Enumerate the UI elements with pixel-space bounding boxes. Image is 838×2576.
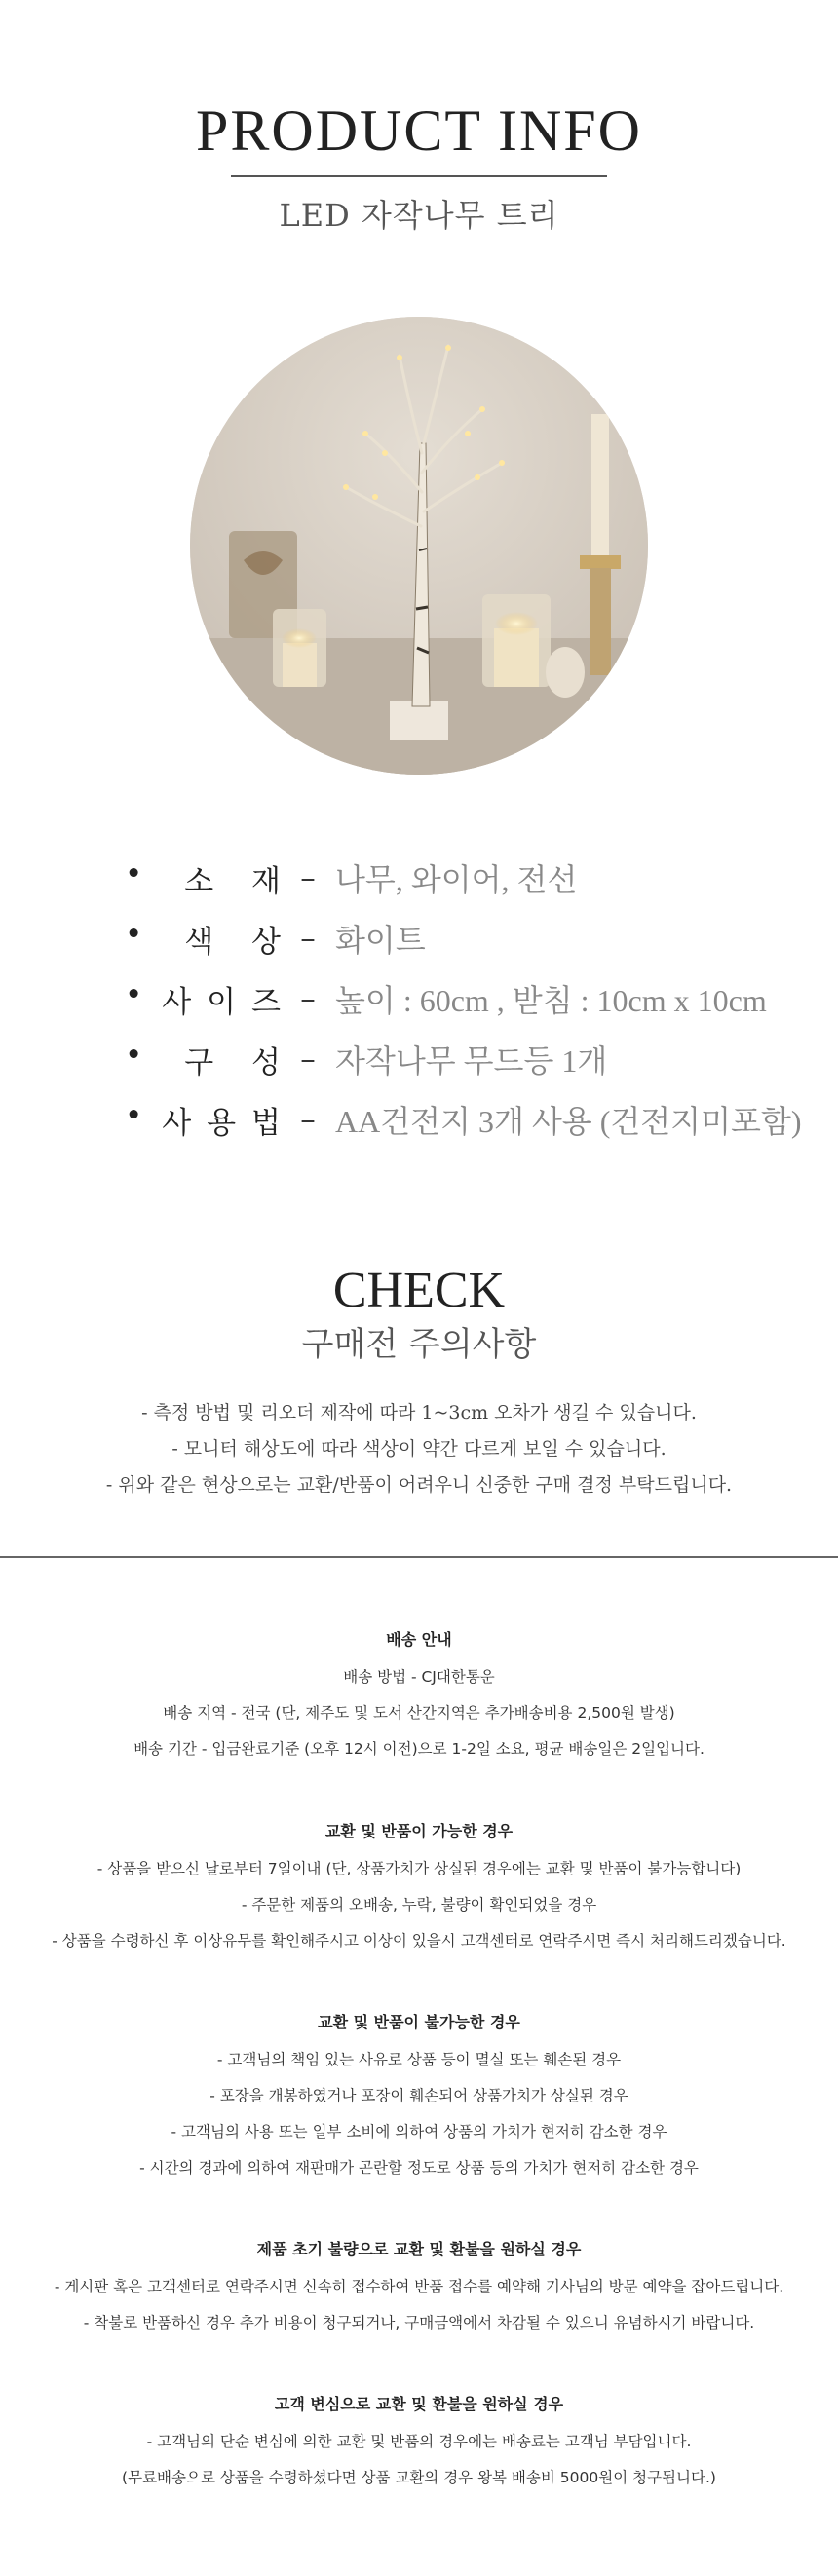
spec-label-char: 색 xyxy=(184,924,214,960)
spec-label-char: 이 xyxy=(207,984,237,1020)
spec-label xyxy=(125,917,281,961)
spec-label xyxy=(125,977,281,1021)
bullet-dot: • xyxy=(125,916,143,952)
spec-row xyxy=(125,968,807,1029)
spec-label-char: 소 xyxy=(184,863,214,899)
notice-line: 배송 방법 - CJ대한통운 xyxy=(343,1668,495,1686)
bullet-dot: • xyxy=(125,1037,143,1073)
spec-value: 높이 : 60cm , 받침 : 10cm x 10cm xyxy=(335,983,767,1018)
section-divider xyxy=(0,1556,838,1558)
change-of-mind-notice xyxy=(0,2392,838,2496)
check-note: - 위와 같은 현상으로는 교환/반품이 어려우니 신중한 구매 결정 부탁드립니다. xyxy=(105,1474,733,1496)
notice-line: - 고객님의 사용 또는 일부 소비에 의하여 상품의 가치가 현저히 감소한 경우 xyxy=(171,2123,667,2140)
spec-label-char: 성 xyxy=(251,1044,281,1080)
notice-line: - 주문한 제품의 오배송, 누락, 불량이 확인되었을 경우 xyxy=(241,1896,597,1913)
spec-row xyxy=(125,1089,807,1150)
notice-line: - 시간의 경과에 의하여 재판매가 곤란할 정도로 상품 등의 가치가 현저히 감소한 경우 xyxy=(139,2159,699,2177)
check-note: - 측정 방법 및 리오더 제작에 따라 1~3cm 오차가 생길 수 있습니다. xyxy=(141,1402,697,1423)
shipping-notice xyxy=(0,1627,838,1767)
return-allowed-notice xyxy=(0,1819,838,1959)
check-title: CHECK xyxy=(332,1263,506,1318)
notice-line: - 상품을 수령하신 후 이상유무를 확인해주시고 이상이 있을시 고객센터로 연락주시면 즉시 처리해드리겠습니다. xyxy=(52,1932,786,1950)
birch-tree-lamp-illustration xyxy=(190,317,648,775)
notice-line: - 포장을 개봉하였거나 포장이 훼손되어 상품가치가 상실된 경우 xyxy=(210,2087,628,2104)
notice-line: 배송 지역 - 전국 (단, 제주도 및 도서 산간지역은 추가배송비용 2,500원 발생) xyxy=(163,1704,675,1722)
spec-label xyxy=(125,1098,281,1142)
spec-label-char: 사 xyxy=(162,984,192,1020)
notice-line: - 게시판 혹은 고객센터로 연락주시면 신속히 접수하여 반품 접수를 예약해 기사님의 방문 예약을 잡아드립니다. xyxy=(54,2278,784,2295)
title-divider xyxy=(231,175,607,177)
spec-label-char: 재 xyxy=(251,863,281,899)
notice-title: 교환 및 반품이 불가능한 경우 xyxy=(318,2013,520,2031)
spec-label xyxy=(125,1038,281,1081)
spec-label-char: 구 xyxy=(184,1044,214,1080)
product-name: LED 자작나무 트리 xyxy=(279,197,559,234)
spec-dash: – xyxy=(300,921,316,956)
spec-label-char: 상 xyxy=(251,924,281,960)
notice-title: 제품 초기 불량으로 교환 및 환불을 원하실 경우 xyxy=(256,2240,582,2258)
spec-dash: – xyxy=(300,981,316,1016)
notice-title: 배송 안내 xyxy=(386,1630,452,1648)
notice-line: 배송 기간 - 입금완료기준 (오후 12시 이전)으로 1-2일 소요, 평균 배송일은 2일입니다. xyxy=(133,1740,705,1758)
check-note: - 모니터 해상도에 따라 색상이 약간 다르게 보일 수 있습니다. xyxy=(171,1438,667,1459)
notice-line: - 고객님의 단순 변심에 의한 교환 및 반품의 경우에는 배송료는 고객님 부담입니다. xyxy=(146,2433,692,2450)
notice-line: - 상품을 받으신 날로부터 7일이내 (단, 상품가치가 상실된 경우에는 교환 및 반품이 불가능합니다) xyxy=(96,1860,742,1877)
return-not-allowed-notice xyxy=(0,2010,838,2186)
spec-label-char: 사 xyxy=(162,1105,192,1141)
product-photo xyxy=(190,317,648,775)
check-notes xyxy=(0,1395,838,1503)
spec-value: 자작나무 무드등 1개 xyxy=(335,1043,608,1079)
notice-line: - 착불로 반품하신 경우 추가 비용이 청구되거나, 구매금액에서 차감될 수 있으니 유념하시기 바랍니다. xyxy=(83,2314,755,2331)
spec-dash: – xyxy=(300,1102,316,1137)
spec-value: AA건전지 3개 사용 (건전지미포함) xyxy=(335,1104,802,1139)
spec-list xyxy=(125,848,807,1150)
spec-dash: – xyxy=(300,860,316,895)
spec-label-char: 즈 xyxy=(251,984,281,1020)
spec-label-char: 용 xyxy=(207,1105,237,1141)
spec-value: 나무, 와이어, 전선 xyxy=(335,862,578,897)
spec-row xyxy=(125,1029,807,1089)
notice-title: 교환 및 반품이 가능한 경우 xyxy=(324,1822,514,1840)
notice-line: (무료배송으로 상품을 수령하셨다면 상품 교환의 경우 왕복 배송비 5000원이 청구됩니다.) xyxy=(122,2469,716,2486)
bullet-dot: • xyxy=(125,976,143,1012)
spec-row xyxy=(125,908,807,968)
bullet-dot: • xyxy=(125,855,143,891)
page-title: PRODUCT INFO xyxy=(196,98,642,163)
spec-row xyxy=(125,848,807,908)
bullet-dot: • xyxy=(125,1097,143,1133)
spec-dash: – xyxy=(300,1042,316,1077)
spec-label-char: 법 xyxy=(251,1105,281,1141)
defect-return-notice xyxy=(0,2237,838,2341)
notice-line: - 고객님의 책임 있는 사유로 상품 등이 멸실 또는 훼손된 경우 xyxy=(216,2051,622,2068)
spec-value: 화이트 xyxy=(335,923,426,958)
check-subtitle: 구매전 주의사항 xyxy=(301,1325,537,1364)
notice-title: 고객 변심으로 교환 및 환불을 원하실 경우 xyxy=(274,2395,564,2413)
spec-label xyxy=(125,856,281,900)
